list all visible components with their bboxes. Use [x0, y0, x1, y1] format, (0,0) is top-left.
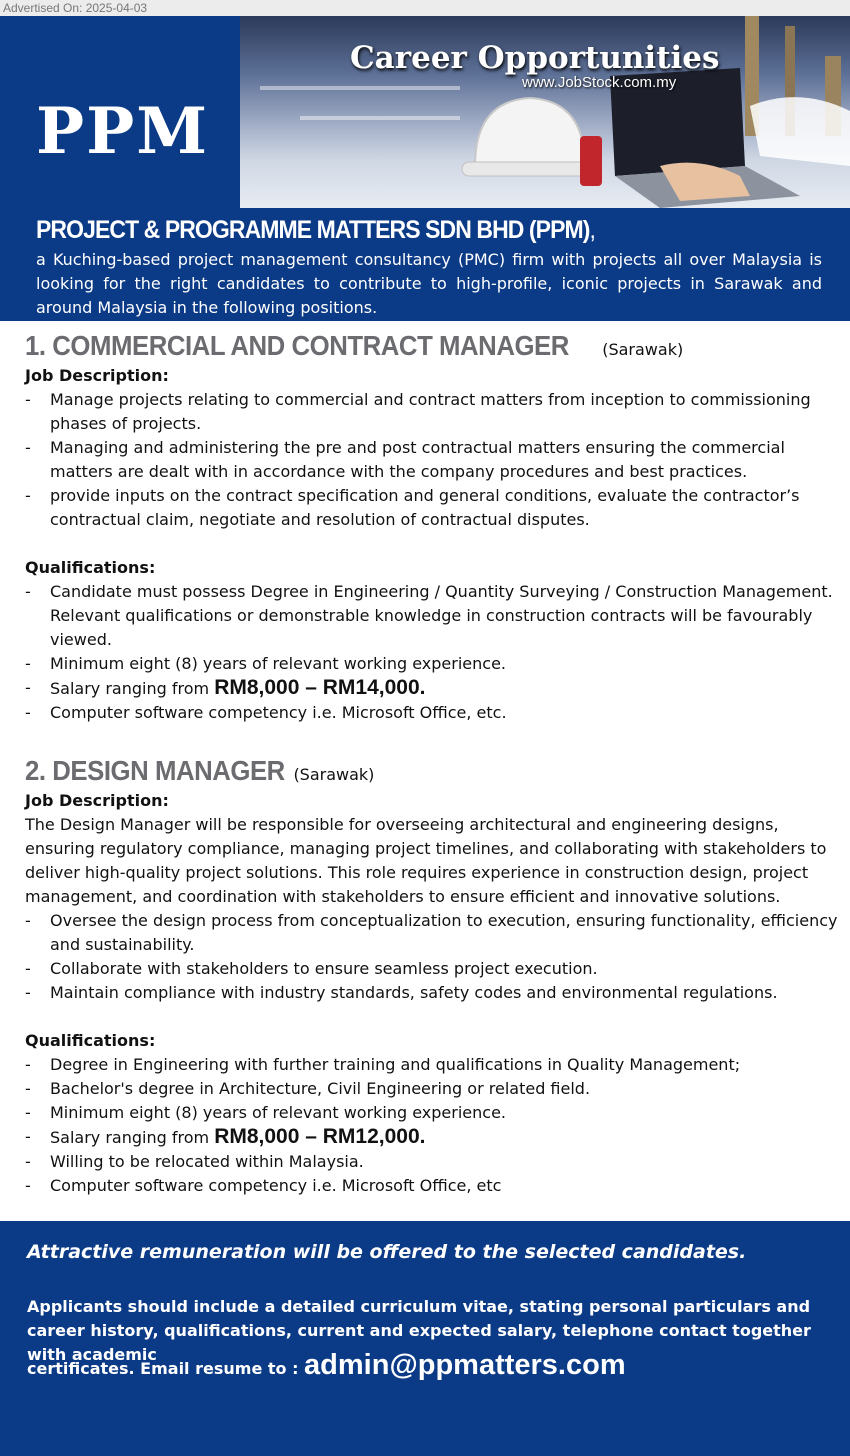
blueprint-paper	[750, 97, 850, 166]
list-item: - Candidate must possess Degree in Engineering / Quantity Surveying / Construction Management. Relevant qualifications or demonstrable knowledge in construction contracts will be favourably viewed.	[25, 580, 843, 652]
website-text: www.JobStock.com.my	[522, 74, 677, 91]
job-commercial-manager	[25, 330, 843, 725]
salary-range: RM8,000 – RM14,000.	[214, 676, 426, 699]
list-item: - provide inputs on the contract specification and general conditions, evaluate the contractor’s contractual claim, negotiate and resolution of contractual disputes.	[25, 484, 843, 532]
job-description-label: Job Description:	[25, 791, 169, 810]
walkie-talkie-icon	[580, 136, 602, 186]
list-item: - Oversee the design process from conceptualization to execution, ensuring functionality, efficiency and sustainability.	[25, 909, 843, 957]
job-title: 1. COMMERCIAL AND CONTRACT MANAGER	[25, 330, 569, 361]
job-title-row	[25, 330, 843, 362]
list-item: - Manage projects relating to commercial and contract matters from inception to commissioning phases of projects.	[25, 388, 843, 436]
list-item: - Computer software competency i.e. Microsoft Office, etc.	[25, 701, 843, 725]
company-logo: PPM	[36, 94, 210, 169]
list-item: - Willing to be relocated within Malaysia.	[25, 1150, 843, 1174]
application-instructions: Applicants should include a detailed curriculum vitae, stating personal particulars and career history, qualifications, current and expected salary, telephone contact together with academic	[27, 1297, 811, 1364]
salary-item: - Salary ranging from RM8,000 – RM12,000.	[25, 1125, 843, 1150]
list-item: - Degree in Engineering with further training and qualifications in Quality Management;	[25, 1053, 843, 1077]
qualifications-label: Qualifications:	[25, 1031, 156, 1050]
hard-hat-brim	[462, 162, 597, 176]
list-item: - Minimum eight (8) years of relevant working experience.	[25, 652, 843, 676]
list-item: - Managing and administering the pre and post contractual matters ensuring the commercial matters are dealt with in accordance with the company procedures and best practices.	[25, 436, 843, 484]
job-location: (Sarawak)	[293, 765, 375, 784]
job-listings	[25, 330, 843, 1198]
salary-range: RM8,000 – RM12,000.	[214, 1125, 426, 1148]
advertised-date: Advertised On: 2025-04-03	[3, 1, 148, 15]
job-description-paragraph: The Design Manager will be responsible for overseeing architectural and engineering designs, ensuring regulatory compliance, managing project timelines, and collaborating with stakeholders to deliver high-quality project solutions. This role requires experience in construction design, project management, and coordination with stakeholders to ensure efficient and innovative solutions.	[25, 815, 827, 906]
email-line: certificates. Email resume to : admin@ppmatters.com	[27, 1349, 626, 1381]
qualifications-list	[25, 580, 843, 725]
career-heading: Career Opportunities	[350, 40, 720, 76]
list-item: - Maintain compliance with industry standards, safety codes and environmental regulations.	[25, 981, 843, 1005]
company-intro	[0, 208, 850, 321]
list-item: - Bachelor's degree in Architecture, Civil Engineering or related field.	[25, 1077, 843, 1101]
email-link[interactable]: admin@ppmatters.com	[304, 1349, 626, 1381]
header-banner	[0, 16, 850, 208]
logo-panel	[0, 16, 240, 208]
company-description: a Kuching-based project management consultancy (PMC) firm with projects all over Malaysia is looking for the right candidates to contribute to high-profile, iconic projects in Sarawak and around Malaysia in the following positions.	[36, 250, 822, 317]
salary-item: - Salary ranging from RM8,000 – RM14,000.	[25, 676, 843, 701]
job-description-list	[25, 909, 843, 1005]
job-description-list	[25, 388, 843, 532]
qualifications-label: Qualifications:	[25, 558, 156, 577]
list-item: - Computer software competency i.e. Microsoft Office, etc	[25, 1174, 843, 1198]
job-title: 2. DESIGN MANAGER	[25, 755, 285, 786]
job-design-manager	[25, 755, 843, 1198]
list-item: - Collaborate with stakeholders to ensure seamless project execution.	[25, 957, 843, 981]
job-location: (Sarawak)	[602, 340, 684, 359]
footer-apply	[0, 1221, 850, 1456]
hard-hat-icon	[475, 98, 585, 166]
job-description-label: Job Description:	[25, 366, 169, 385]
list-item: - Minimum eight (8) years of relevant working experience.	[25, 1101, 843, 1125]
job-title-row	[25, 755, 843, 787]
remuneration-text: Attractive remuneration will be offered to the selected candidates.	[27, 1241, 747, 1263]
company-name: PROJECT & PROGRAMME MATTERS SDN BHD (PPM),	[36, 216, 595, 244]
qualifications-list	[25, 1053, 843, 1198]
advertised-bar	[0, 0, 850, 16]
